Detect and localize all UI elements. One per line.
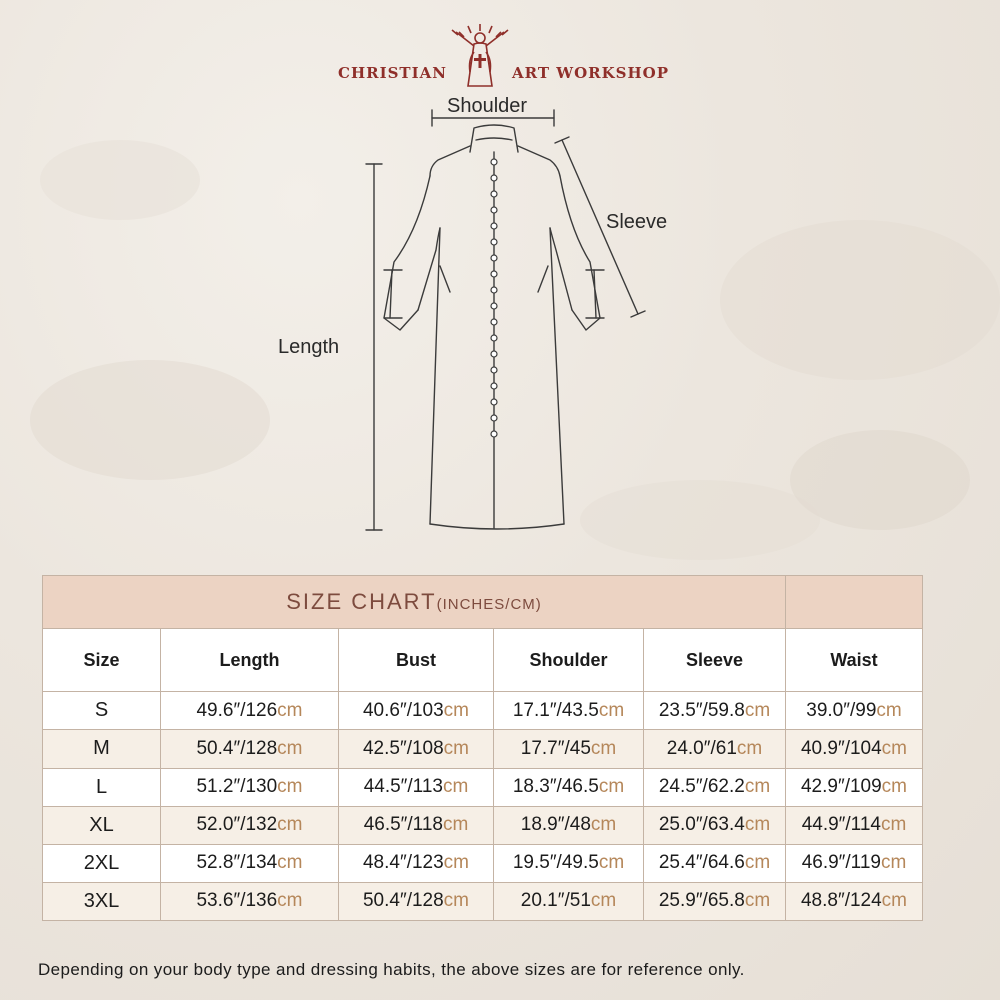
- title-blank-cell: [786, 576, 923, 629]
- size-cell: XL: [43, 806, 161, 844]
- value-cell: 44.9″/114cm: [786, 806, 923, 844]
- value-cell: 46.9″/119cm: [786, 844, 923, 882]
- header-row: [43, 629, 923, 692]
- value-cell: 42.5″/108cm: [339, 730, 494, 768]
- brand-name-right: ART WORKSHOP: [512, 64, 669, 82]
- size-chart-title-unit: (INCHES/CM): [436, 596, 542, 614]
- table-row: [43, 730, 923, 768]
- size-chart-table: [42, 575, 923, 921]
- value-cell: 52.8″/134cm: [161, 844, 339, 882]
- value-cell: 23.5″/59.8cm: [644, 692, 786, 730]
- value-cell: 25.0″/63.4cm: [644, 806, 786, 844]
- value-cell: 18.3″/46.5cm: [494, 768, 644, 806]
- value-cell: 17.1″/43.5cm: [494, 692, 644, 730]
- value-cell: 20.1″/51cm: [494, 882, 644, 920]
- value-cell: 46.5″/118cm: [339, 806, 494, 844]
- length-label: Length: [278, 336, 340, 358]
- column-header: Length: [161, 629, 339, 692]
- sleeve-label: Sleeve: [606, 211, 668, 233]
- table-row: [43, 882, 923, 920]
- size-cell: M: [43, 730, 161, 768]
- value-cell: 44.5″/113cm: [339, 768, 494, 806]
- value-cell: 48.4″/123cm: [339, 844, 494, 882]
- value-cell: 52.0″/132cm: [161, 806, 339, 844]
- size-chart-title: [43, 576, 786, 629]
- reference-note: Depending on your body type and dressing habits, the above sizes are for reference only.: [38, 960, 745, 979]
- value-cell: 39.0″/99cm: [786, 692, 923, 730]
- value-cell: 25.4″/64.6cm: [644, 844, 786, 882]
- size-cell: L: [43, 768, 161, 806]
- value-cell: 51.2″/130cm: [161, 768, 339, 806]
- value-cell: 50.4″/128cm: [161, 730, 339, 768]
- value-cell: 40.6″/103cm: [339, 692, 494, 730]
- table-row: [43, 768, 923, 806]
- table-row: [43, 692, 923, 730]
- brand-name-left: CHRISTIAN: [338, 64, 447, 82]
- value-cell: 49.6″/126cm: [161, 692, 339, 730]
- value-cell: 17.7″/45cm: [494, 730, 644, 768]
- value-cell: 24.0″/61cm: [644, 730, 786, 768]
- shoulder-label: Shoulder: [447, 95, 528, 117]
- table-row: [43, 806, 923, 844]
- value-cell: 25.9″/65.8cm: [644, 882, 786, 920]
- value-cell: 42.9″/109cm: [786, 768, 923, 806]
- value-cell: 18.9″/48cm: [494, 806, 644, 844]
- value-cell: 53.6″/136cm: [161, 882, 339, 920]
- value-cell: 48.8″/124cm: [786, 882, 923, 920]
- size-cell: 3XL: [43, 882, 161, 920]
- table-row: [43, 844, 923, 882]
- value-cell: 50.4″/128cm: [339, 882, 494, 920]
- column-header: Size: [43, 629, 161, 692]
- column-header: Shoulder: [494, 629, 644, 692]
- value-cell: 40.9″/104cm: [786, 730, 923, 768]
- value-cell: 19.5″/49.5cm: [494, 844, 644, 882]
- column-header: Sleeve: [644, 629, 786, 692]
- column-header: Bust: [339, 629, 494, 692]
- size-cell: S: [43, 692, 161, 730]
- size-cell: 2XL: [43, 844, 161, 882]
- value-cell: 24.5″/62.2cm: [644, 768, 786, 806]
- size-chart-title-main: SIZE CHART: [286, 589, 437, 615]
- column-header: Waist: [786, 629, 923, 692]
